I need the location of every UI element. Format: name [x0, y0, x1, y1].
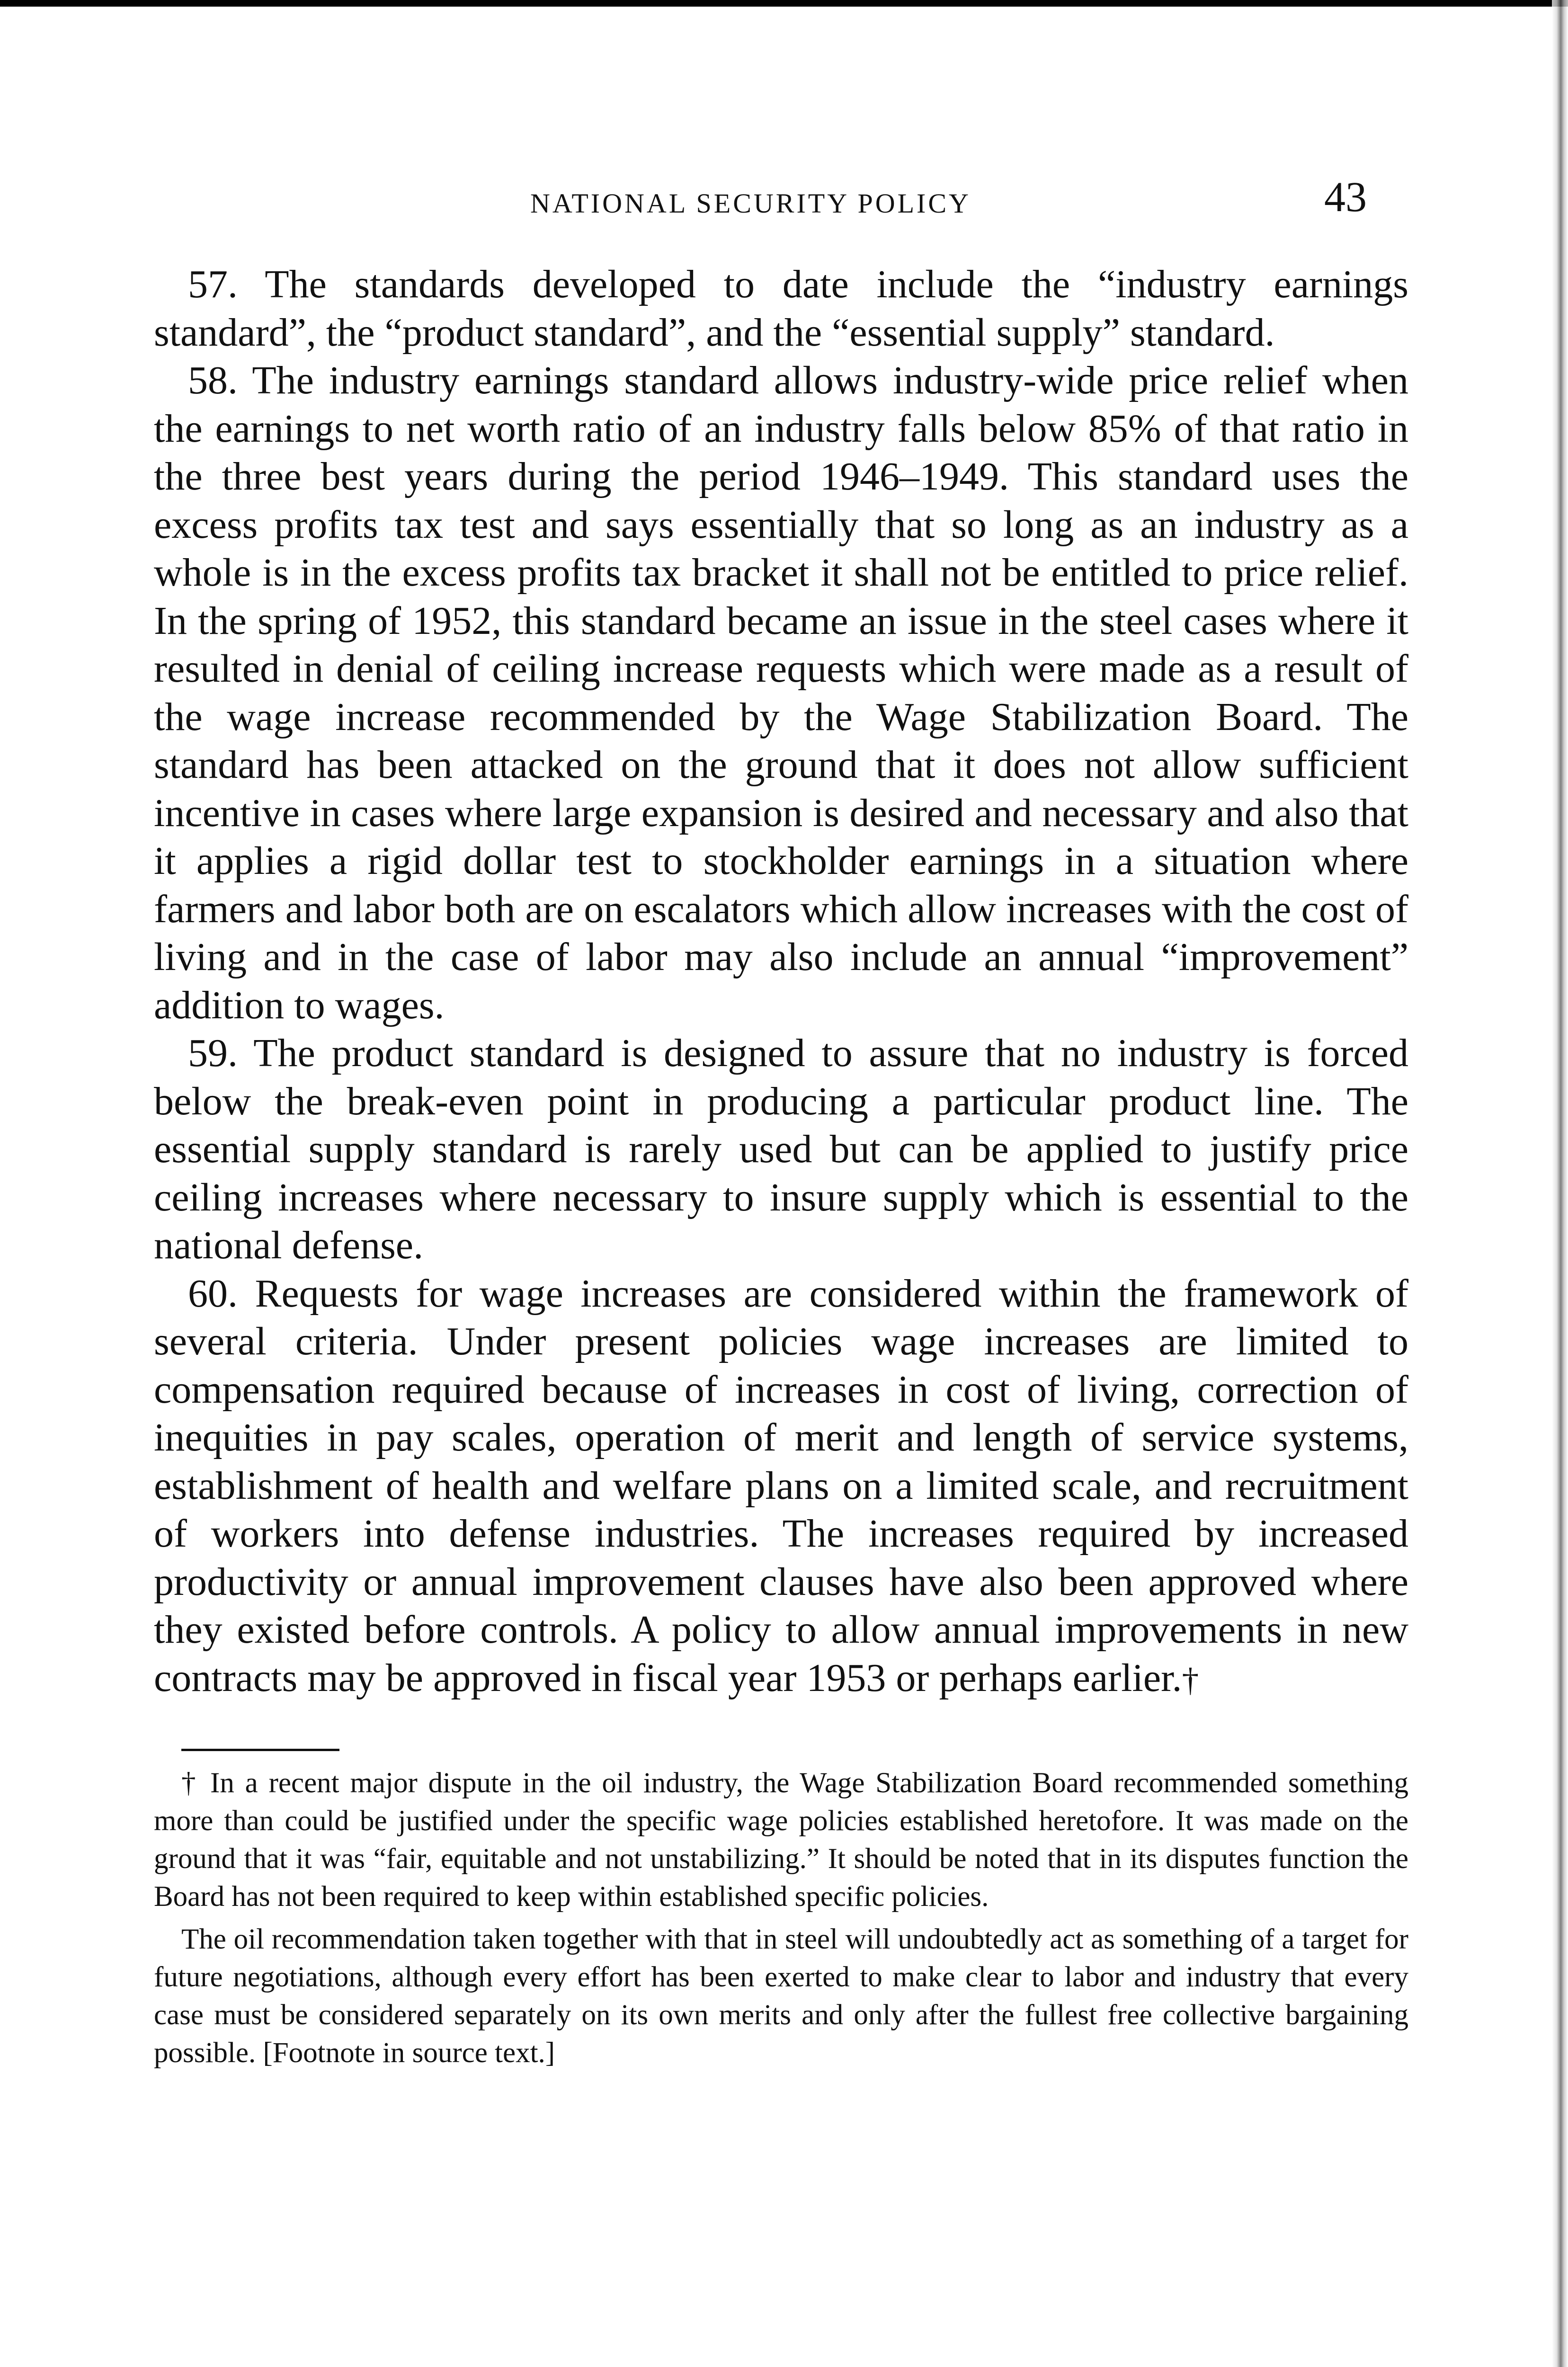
paragraph-58: [154, 356, 1408, 1029]
document-page: [154, 142, 1408, 2077]
page-edge-shadow: [1552, 0, 1568, 2367]
paragraph-58-text: 58. The industry earnings standard allows industry-wide price relief when the earnings to net worth ratio of an industry falls below 85% of that ratio in the three best years during the period 1946–1949. This standard uses the excess profits tax test and says essentially that so long as an industry as a whole is in the excess profits tax bracket it shall not be entitled to price relief. In the spring of 1952, this standard became an issue in the steel cases where it resulted in denial of ceiling increase requests which were made as a result of the wage increase recommended by the Wage Stabilization Board. The standard has been attacked on the ground that it does not allow sufficient incentive in cases where large expansion is desired and necessary and also that it applies a rigid dollar test to stockholder earnings in a situation where farmers and labor both are on escalators which allow increases with the cost of living and in the case of labor may also include an annual “improvement” addition to wages.: [154, 358, 1408, 1027]
top-scan-border: [0, 0, 1568, 7]
running-title: NATIONAL SECURITY POLICY: [530, 188, 971, 219]
paragraph-57: [154, 260, 1408, 356]
footnote-separator: [181, 1749, 339, 1751]
footnote-continuation: [154, 1921, 1408, 2072]
page-number: 43: [1324, 174, 1367, 221]
body-text: [154, 260, 1408, 1704]
footnote-marker: †: [181, 1767, 200, 1799]
footnote-reference-marker: †: [1182, 1661, 1199, 1699]
running-header: [154, 142, 1408, 221]
paragraph-59: [154, 1029, 1408, 1270]
paragraph-60: [154, 1270, 1408, 1704]
footnote-text: In a recent major dispute in the oil industry, the Wage Stabilization Board recommended something more than could be justified under the specific wage policies established heretofore. It was made on the ground that it was “fair, equitable and not unstabilizing.” It should be noted that in its disputes function the Board has not been required to keep within established specific policies.: [154, 1767, 1408, 1913]
paragraph-57-text: 57. The standards developed to date include the “industry earnings standard”, the “product standard”, and the “essential supply” standard.: [154, 262, 1408, 355]
paragraph-60-text: 60. Requests for wage increases are considered within the framework of several criteria. Under present policies wage increases are limited to compensation required because of increases in cost of living, correction of inequities in pay scales, operation of merit and length of service systems, establishment of health and welfare plans on a limited scale, and recruitment of workers into defense industries. The increases required by increased productivity or annual improvement clauses have also been approved where they existed before controls. A policy to allow annual improvements in new contracts may be approved in fiscal year 1953 or perhaps earlier.: [154, 1271, 1408, 1700]
footnotes: [154, 1764, 1408, 2072]
paragraph-59-text: 59. The product standard is designed to assure that no industry is forced below the break-even point in producing a particular product line. The essential supply standard is rarely used but can be applied to justify price ceiling increases where necessary to insure supply which is essential to the national defense.: [154, 1031, 1408, 1267]
footnote-continuation-text: The oil recommendation taken together with that in steel will undoubtedly act as something of a target for future negotiations, although every effort has been exerted to make clear to labor and industry that every case must be considered separately on its own merits and only after the fullest free collective bargaining possible. [Footnote in source text.]: [154, 1923, 1408, 2069]
footnote-dagger: [154, 1764, 1408, 1916]
